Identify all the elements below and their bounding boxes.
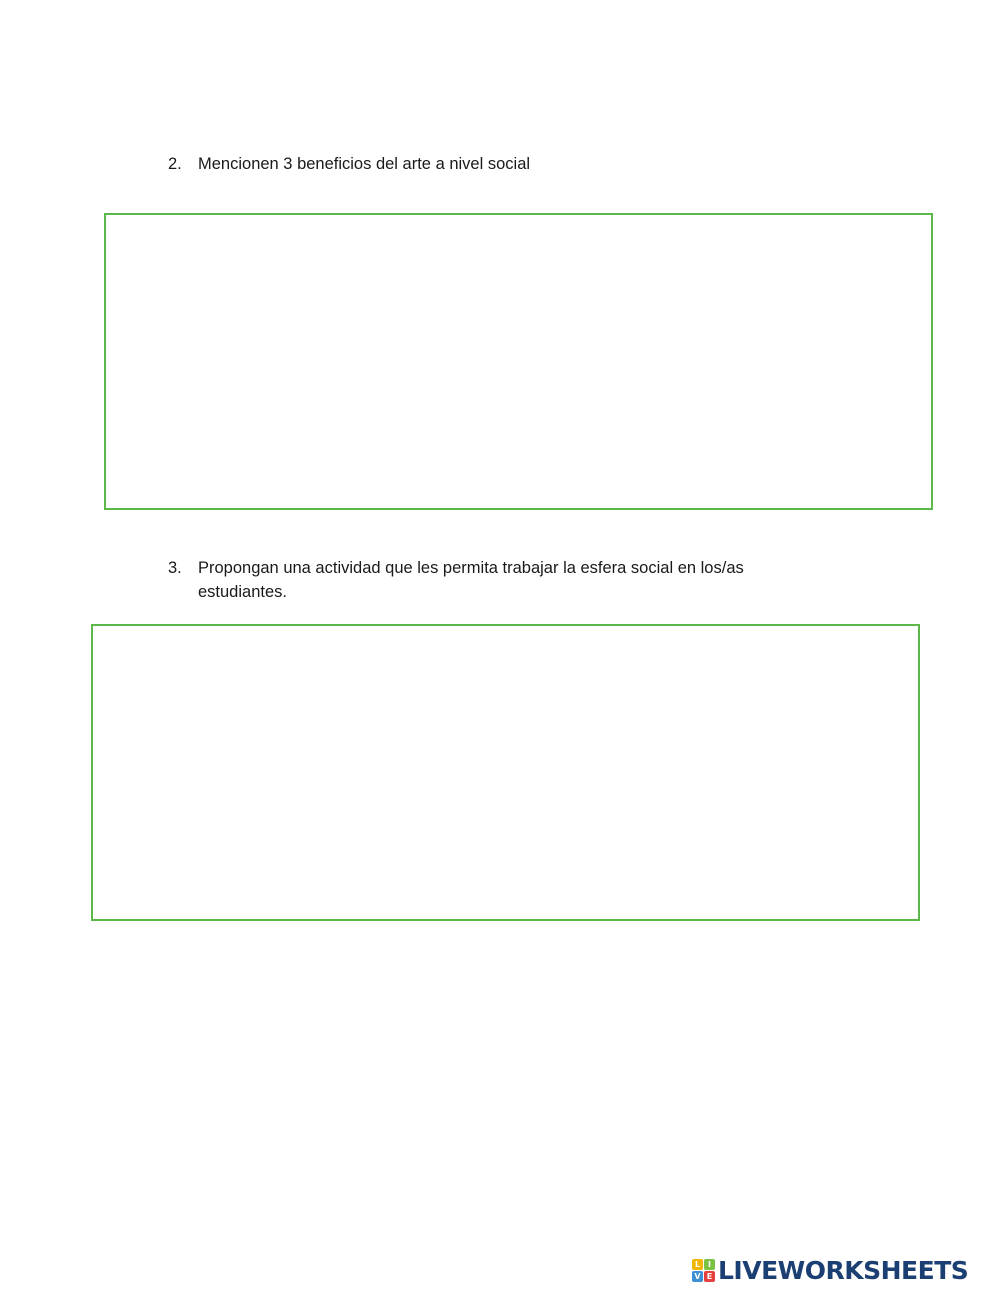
logo-tile: V [692,1271,703,1282]
answer-input-3[interactable] [93,626,918,919]
logo-mark-icon [692,1259,715,1282]
logo-tile: I [704,1259,715,1270]
question-number: 3. [168,559,182,577]
logo-tile: E [704,1271,715,1282]
logo-tile: L [692,1259,703,1270]
question-text: Propongan una actividad que les permita trabajar la esfera social en los/as estudiantes. [198,559,744,601]
answer-box-3[interactable] [91,624,920,921]
question-number: 2. [168,155,182,173]
question-3 [168,556,788,604]
question-2 [168,152,798,176]
logo-text: LIVEWORKSHEETS [718,1255,969,1285]
answer-box-2[interactable] [104,213,933,510]
liveworksheets-logo [692,1254,968,1286]
question-text: Mencionen 3 beneficios del arte a nivel social [198,155,531,173]
answer-input-2[interactable] [106,215,931,508]
